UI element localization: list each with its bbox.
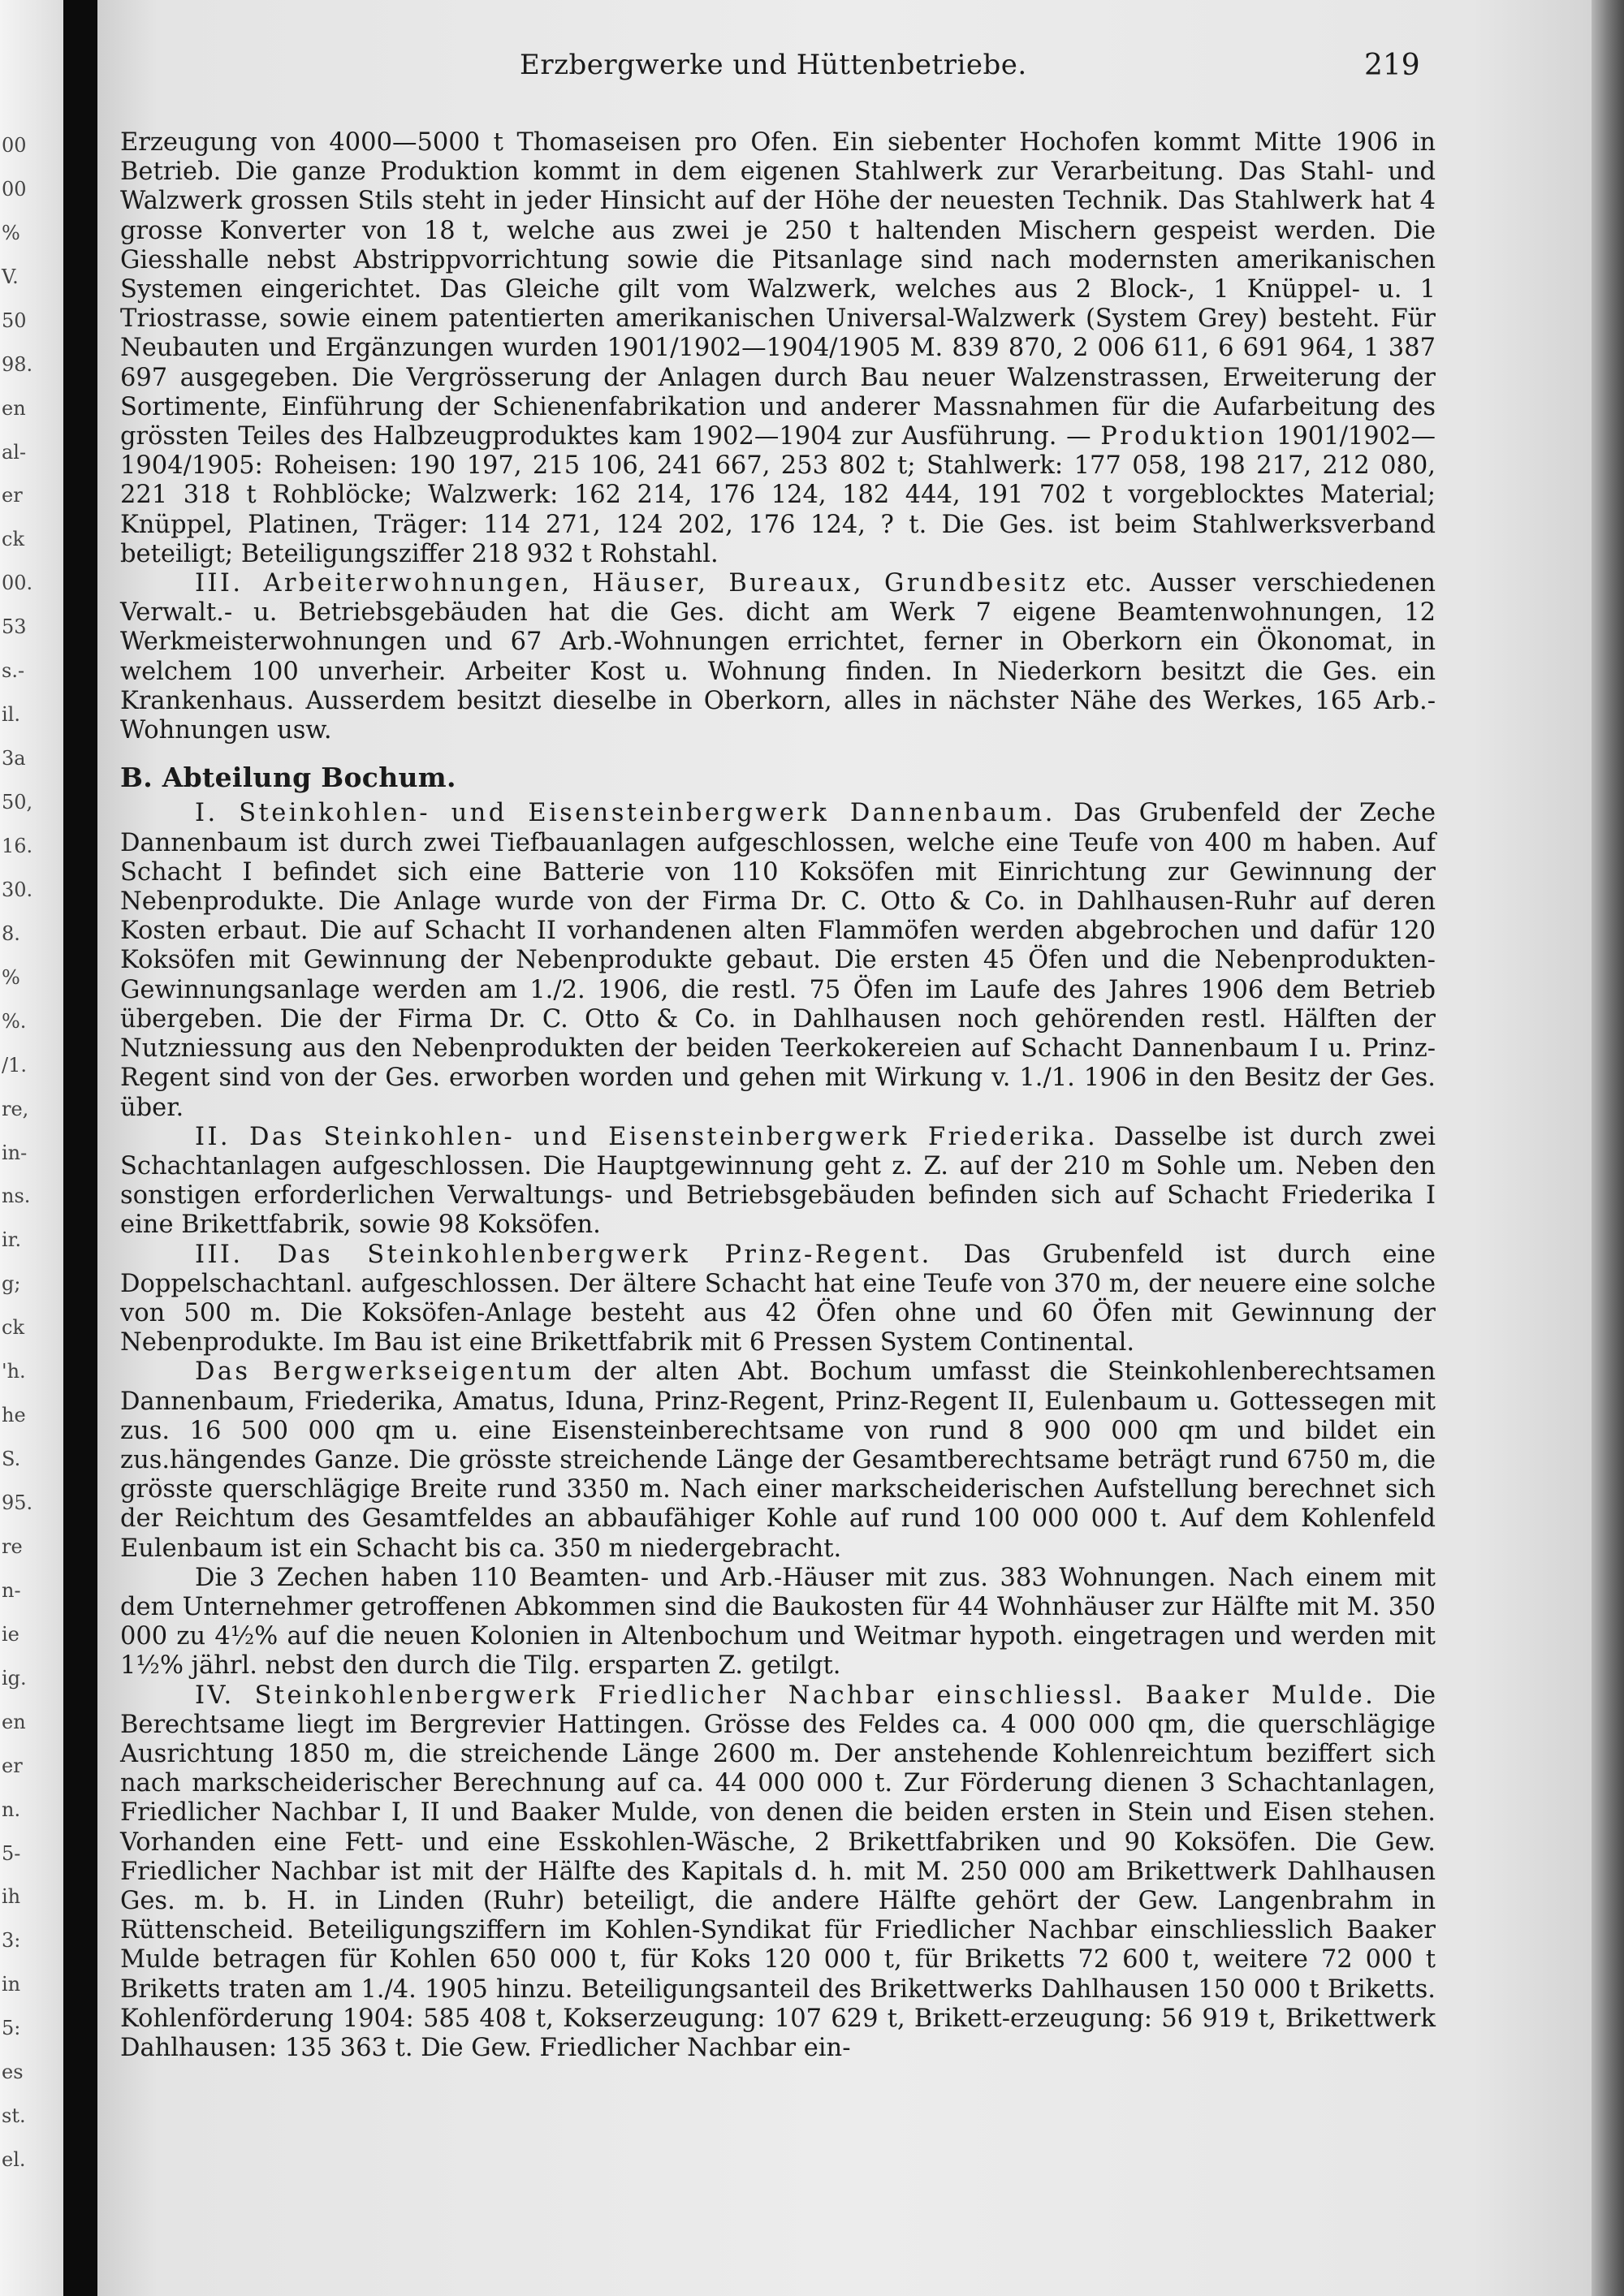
page-number: 219 xyxy=(1364,49,1420,82)
spaced-term: II. Das Steinkohlen- und Eisensteinbergwerk Friederika. xyxy=(195,1122,1099,1151)
margin-fragment: al- xyxy=(2,440,27,464)
paragraph-text: Das Grubenfeld ist durch eine Doppelschachtanl. aufgeschlossen. Der ältere Schacht hat eine Teufe von 370 m, der neuere eine solche von 500 m. Die Koksöfen-Anlage besteht aus 42 Öfen ohne und 60 Öfen mit Gewinnung der Nebenprodukte. Im Bau ist eine Brikettfabrik mit 6 Pressen System Continental. xyxy=(120,1240,1436,1357)
spaced-term: IV. Steinkohlenbergwerk Friedlicher Nachbar einschliessl. Baaker Mulde. xyxy=(195,1681,1376,1710)
paragraph-text: Das Grubenfeld der Zeche Dannenbaum ist durch zwei Tiefbauanlagen aufgeschlossen, welche eine Teufe von 400 m haben. Auf Schacht I befindet sich eine Batterie von 110 Koksöfen mit Einrichtung zur Gewinnung der Nebenprodukte. Die Anlage wurde von der Firma Dr. C. Otto & Co. in Dahlhausen-Ruhr auf deren Kosten erbaut. Die auf Schacht II vorhandenen alten Flammöfen werden abgebrochen und dafür 120 Koksöfen mit Gewinnung der Nebenprodukte gebaut. Die ersten 45 Öfen und die Nebenprodukten-Gewinnungsanlage werden am 1./2. 1906, die restl. 75 Öfen im Laufe des Jahres 1906 dem Betrieb übergeben. Die der Firma Dr. C. Otto & Co. in Dahlhausen noch gehörenden restl. Hälften der Nutzniessung aus den Nebenprodukten der beiden Teerkokereien auf Schacht Dannenbaum I u. Prinz-Regent sind von der Ges. erworben worden und gehen mit Wirkung v. 1./1. 1906 in den Besitz der Ges. über. xyxy=(120,799,1436,1122)
spaced-term: Produktion xyxy=(1100,422,1268,451)
margin-fragment: 3a xyxy=(2,747,26,770)
margin-fragment: 95. xyxy=(2,1491,33,1515)
margin-fragment: er xyxy=(2,484,23,507)
margin-fragment: n- xyxy=(2,1578,21,1602)
section-heading: B. Abteilung Bochum. xyxy=(120,762,456,794)
margin-fragment: ck xyxy=(2,528,24,551)
margin-fragment: ie xyxy=(2,1622,19,1646)
margin-fragment: ih xyxy=(2,1885,21,1909)
margin-fragment: en xyxy=(2,1710,26,1733)
margin-fragment: 5- xyxy=(2,1841,21,1865)
paragraph-prinz-regent xyxy=(120,1241,1436,1358)
margin-fragment: % xyxy=(2,221,20,244)
margin-fragment: s.- xyxy=(2,659,25,683)
margin-fragment: 8. xyxy=(2,921,20,945)
margin-fragment: 30. xyxy=(2,878,33,901)
margin-fragment: in xyxy=(2,1973,21,1996)
paragraph-text: 1901/1902—1904/1905: Roheisen: 190 197, 215 106, 241 667, 253 802 t; Stahlwerk: 177 058, 198 217, 212 080, 221 318 t Rohblöcke; Walzwerk: 162 214, 176 124, 182 444, 191 702 t vorgeblocktes Material; Knüppel, Platinen, Träger: 114 271, 124 202, 176 124, ? t. Die Ges. ist beim Stahlwerksverband beteiligt; Beteiligungsziffer 218 932 t Rohstahl. xyxy=(120,422,1436,568)
margin-fragment: % xyxy=(2,965,20,989)
paragraph-housing xyxy=(120,569,1436,745)
paragraph-zechen-haeuser xyxy=(120,1564,1436,1681)
paragraph-production xyxy=(120,128,1436,569)
facing-page-margin xyxy=(0,0,65,2296)
margin-fragment: g; xyxy=(2,1272,21,1296)
margin-fragment: 50 xyxy=(2,309,27,332)
running-title: Erzbergwerke und Hüttenbetriebe. xyxy=(520,49,1027,81)
paragraph-text: etc. Ausser verschiedenen Verwalt.- u. Betriebsgebäuden hat die Ges. dicht am Werk 7 eigene Beamtenwohnungen, 12 Werkmeisterwohnungen und 67 Arb.-Wohnungen errichtet, ferner in Oberkorn ein Ökonomat, in welchem 100 unverheir. Arbeiter Kost u. Wohnung finden. In Niederkorn besitzt die Ges. ein Krankenhaus. Ausserdem besitzt dieselbe in Oberkorn, alles in nächster Nähe des Werkes, 165 Arb.-Wohnungen usw. xyxy=(120,569,1436,745)
margin-fragment: 98. xyxy=(2,352,33,376)
spaced-term: III. Arbeiterwohnungen, Häuser, Bureaux, Grundbesitz xyxy=(195,569,1069,598)
margin-fragment: es xyxy=(2,2061,24,2084)
margin-fragment: re xyxy=(2,1534,23,1558)
facing-page-fragments xyxy=(2,0,63,2296)
margin-fragment: 5: xyxy=(2,2017,21,2040)
paragraph-text: Die Berechtsame liegt im Bergrevier Hattingen. Grösse des Feldes ca. 4 000 000 qm, die querschlägige Ausrichtung 1850 m, die streichende Länge 2600 m. Der anstehende Kohlenreichtum beziffert sich nach markscheiderischer Berechnung auf ca. 44 000 000 t. Zur Förderung dienen 3 Schachtanlagen, Friedlicher Nachbar I, II und Baaker Mulde, von denen die beiden ersten in Stein und Eisen stehen. Vorhanden eine Fett- und eine Esskohlen-Wäsche, 2 Brikettfabriken und 90 Koksöfen. Die Gew. Friedlicher Nachbar ist mit der Hälfte des Kapitals d. h. mit M. 250 000 am Brikettwerk Dahlhausen Ges. m. b. H. in Linden (Ruhr) beteiligt, die andere Hälfte gehört der Gew. Langenbrahm in Rüttenscheid. Beteiligungsziffern im Kohlen-Syndikat für Friedlicher Nachbar einschliesslich Baaker Mulde betragen für Kohlen 650 000 t, für Koks 120 000 t, für Briketts 72 600 t, weitere 72 000 t Briketts traten am 1./4. 1905 hinzu. Beteiligungsanteil des Brikettwerks Dahlhausen 150 000 t Briketts. Kohlenförderung 1904: 585 408 t, Kokserzeugung: 107 629 t, Brikett-erzeugung: 56 919 t, Brikettwerk Dahlhausen: 135 363 t. Die Gew. Friedlicher Nachbar ein- xyxy=(120,1681,1436,2062)
book-spine-shadow xyxy=(63,0,97,2296)
margin-fragment: re, xyxy=(2,1097,29,1120)
margin-fragment: ns. xyxy=(2,1185,31,1208)
paragraph-friedlicher-nachbar xyxy=(120,1681,1436,2064)
margin-fragment: el. xyxy=(2,2148,26,2172)
margin-fragment: in- xyxy=(2,1141,28,1164)
spaced-term: I. Steinkohlen- und Eisensteinbergwerk Dannenbaum. xyxy=(195,799,1056,828)
page-edge-shadow xyxy=(1592,0,1624,2296)
paragraph-text: der alten Abt. Bochum umfasst die Steinkohlenberechtsamen Dannenbaum, Friederika, Amatus, Iduna, Prinz-Regent, Prinz-Regent II, Eulenbaum u. Gottessegen mit zus. 16 500 000 qm u. eine Eisensteinberechtsame von rund 8 900 000 qm und bildet ein zus.hängendes Ganze. Die grösste streichende Länge der Gesamtberechtsame beträgt rund 6750 m, die grösste querschlägige Breite rund 3350 m. Nach einer markscheiderischen Aufstellung berechnet sich der Reichtum des Gesamtfeldes an abbaufähiger Kohle auf rund 100 000 000 t. Auf dem Kohlenfeld Eulenbaum ist ein Schacht bis ca. 350 m niedergebracht. xyxy=(120,1357,1436,1563)
spaced-term: Das Bergwerkseigentum xyxy=(195,1357,575,1387)
margin-fragment: 'h. xyxy=(2,1360,26,1383)
margin-fragment: 00 xyxy=(2,134,27,157)
margin-fragment: en xyxy=(2,396,26,420)
margin-fragment: 53 xyxy=(2,615,27,639)
margin-fragment: er xyxy=(2,1754,23,1777)
margin-fragment: 3: xyxy=(2,1929,21,1953)
margin-fragment: ir. xyxy=(2,1228,22,1252)
margin-fragment: 00 xyxy=(2,177,27,201)
margin-fragment: 50, xyxy=(2,791,33,814)
margin-fragment: ck xyxy=(2,1316,24,1340)
paragraph-dannenbaum xyxy=(120,799,1436,1122)
margin-fragment: st. xyxy=(2,2104,26,2128)
margin-fragment: V. xyxy=(2,265,19,288)
paragraph-text: Die 3 Zechen haben 110 Beamten- und Arb.-Häuser mit zus. 383 Wohnungen. Nach einem mit dem Unternehmer getroffenen Abkommen sind die Baukosten für 44 Wohnhäuser zur Hälfte mit M. 350 000 zu 4½% auf die neuen Kolonien in Altenbochum und Weitmar hypoth. eingetragen und werden mit 1½% jährl. nebst den durch die Tilg. ersparten Z. getilgt. xyxy=(120,1563,1436,1681)
margin-fragment: /1. xyxy=(2,1053,27,1077)
paragraph-text: Dasselbe ist durch zwei Schachtanlagen aufgeschlossen. Die Hauptgewinnung geht z. Z. auf der 210 m Sohle um. Neben den sonstigen erforderlichen Verwaltungs- und Betriebsgebäuden befinden sich auf Schacht Friederika I eine Brikettfabrik, sowie 98 Koksöfen. xyxy=(120,1122,1436,1240)
margin-fragment: 16. xyxy=(2,834,33,857)
margin-fragment: %. xyxy=(2,1009,27,1033)
margin-fragment: ig. xyxy=(2,1666,27,1690)
margin-fragment: S. xyxy=(2,1448,21,1471)
margin-fragment: il. xyxy=(2,703,20,727)
paragraph-bergwerkseigentum xyxy=(120,1357,1436,1563)
margin-fragment: n. xyxy=(2,1798,21,1821)
paragraph-text: Erzeugung von 4000—5000 t Thomaseisen pro Ofen. Ein siebenter Hochofen kommt Mitte 1906 in Betrieb. Die ganze Produktion kommt in dem eigenen Stahlwerk zur Verarbeitung. Das Stahl- und Walzwerk grossen Stils steht in jeder Hinsicht auf der Höhe der neuesten Technik. Das Stahlwerk hat 4 grosse Konverter von 18 t, welche aus zwei je 250 t haltenden Mischern gespeist werden. Die Giesshalle nebst Abstrippvorrichtung sowie die Pitsanlage sind nach modernsten amerikanischen Systemen eingerichtet. Das Gleiche gilt vom Walzwerk, welches aus 2 Block-, 1 Knüppel- u. 1 Triostrasse, sowie einem patentierten amerikanischen Universal-Walzwerk (System Grey) besteht. Für Neubauten und Ergänzungen wurden 1901/1902—1904/1905 M. 839 870, 2 006 611, 6 691 964, 1 387 697 ausgegeben. Die Vergrösserung der Anlagen durch Bau neuer Walzenstrassen, Erweiterung der Sortimente, Einführung der Schienenfabrikation und anderer Massnahmen für die Aufarbeitung des grössten Teiles des Halbzeugproduktes kam 1902—1904 zur Ausführung. — xyxy=(120,128,1436,451)
spaced-term: III. Das Steinkohlenbergwerk Prinz-Regent. xyxy=(195,1240,932,1269)
margin-fragment: 00. xyxy=(2,572,33,595)
page-body xyxy=(120,128,1436,2063)
margin-fragment: he xyxy=(2,1404,26,1427)
paragraph-friederika xyxy=(120,1123,1436,1241)
